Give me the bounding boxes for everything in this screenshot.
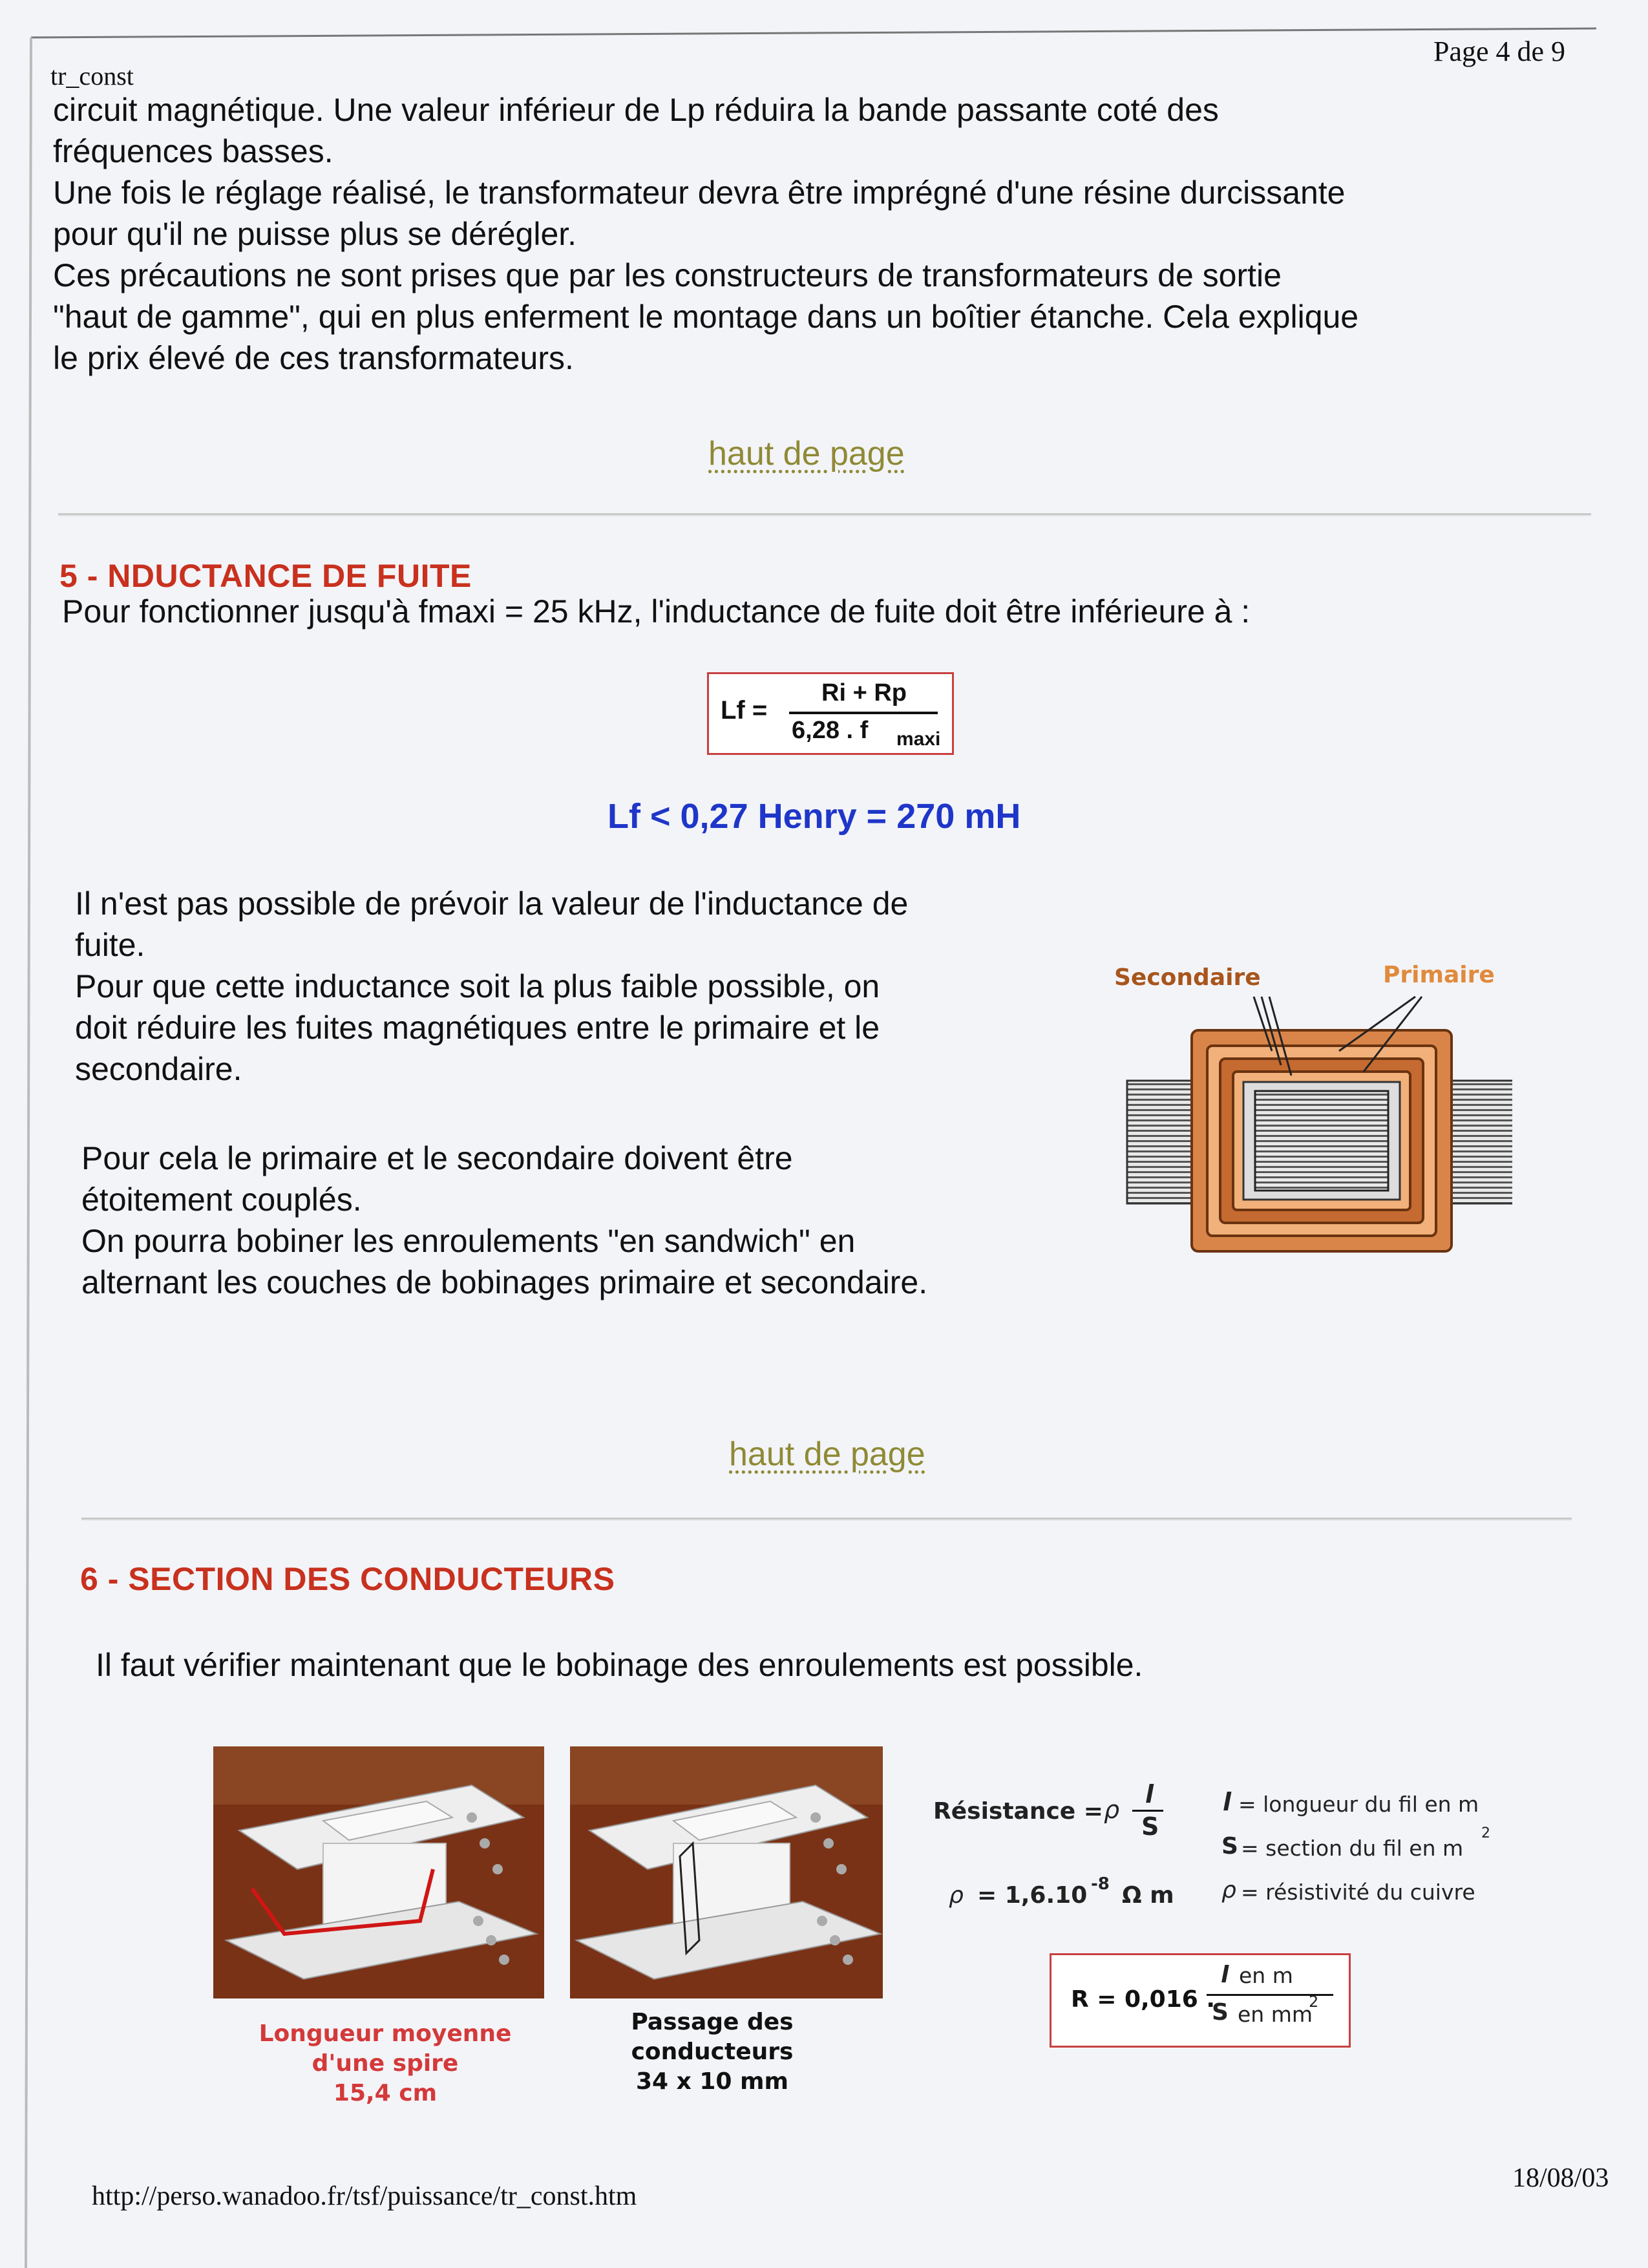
back-to-top-link[interactable]: haut de page <box>708 435 905 472</box>
para-line: étoitement couplés. <box>81 1182 362 1218</box>
intro-line: "haut de gamme", qui en plus enferment le montage dans un boîtier étanche. Cela explique <box>53 299 1359 335</box>
label-secondary: Secondaire <box>1114 964 1261 991</box>
leakage-result: Lf < 0,27 Henry = 270 mH <box>607 797 1021 836</box>
winding-drawing <box>1112 954 1512 1277</box>
label-primary: Primaire <box>1383 962 1495 988</box>
intro-line: pour qu'il ne puisse plus se dérégler. <box>53 216 577 252</box>
formula-denominator: 6,28 . f <box>792 717 869 744</box>
para-line: alternant les couches de bobinages primaire et secondaire. <box>81 1264 928 1300</box>
para-line: Pour cela le primaire et le secondaire doivent être <box>81 1140 793 1176</box>
legend-s: = section du fil en m <box>1241 1836 1464 1861</box>
para-line: On pourra bobiner les enroulements "en sandwich" en <box>81 1223 856 1259</box>
legend-s-exponent: 2 <box>1481 1825 1490 1841</box>
rho-symbol-2: ρ <box>949 1882 964 1909</box>
formula-subscript: maxi <box>896 728 941 750</box>
caption-window <box>576 2008 848 2097</box>
back-to-top-link-2[interactable]: haut de page <box>729 1436 925 1473</box>
r-den-symbol: S <box>1212 1999 1229 2026</box>
intro-line: circuit magnétique. Une valeur inférieur de Lp réduira la bande passante coté des <box>53 92 1219 128</box>
caption-line: d'une spire <box>312 2050 459 2077</box>
section-5-title: 5 - NDUCTANCE DE FUITE <box>59 558 472 594</box>
bobbin-photo-mean-turn <box>213 1746 544 1998</box>
section-5-paragraph-2 <box>81 1138 1090 1303</box>
legend-l-symbol: l <box>1223 1788 1232 1816</box>
leakage-formula-box <box>707 672 954 755</box>
section-divider-2 <box>81 1518 1572 1521</box>
rho-symbol: ρ <box>1104 1796 1120 1824</box>
intro-line: Ces précautions ne sont prises que par les constructeurs de transformateurs de sortie <box>53 257 1282 293</box>
legend-l: = longueur du fil en m <box>1238 1792 1479 1817</box>
para-line: Pour que cette inductance soit la plus faible possible, on <box>75 968 880 1004</box>
caption-line: Longueur moyenne <box>259 2020 512 2047</box>
winding-diagram <box>1112 954 1512 1277</box>
page-number: Page 4 de 9 <box>1433 36 1566 67</box>
r-lhs: R = 0,016 . <box>1071 1986 1216 2013</box>
resistance-label: Résistance = <box>933 1798 1103 1825</box>
formula-lhs: Lf = <box>721 696 768 725</box>
legend-rho-symbol: ρ <box>1221 1877 1236 1903</box>
r-num-symbol: l <box>1221 1962 1229 1988</box>
section-divider <box>58 513 1591 516</box>
caption-line: 15,4 cm <box>333 2080 438 2106</box>
frac-bar <box>1132 1810 1163 1812</box>
para-line: Il n'est pas possible de prévoir la valeur de l'inductance de <box>75 885 909 922</box>
para-line: doit réduire les fuites magnétiques entre le primaire et le <box>75 1010 880 1046</box>
legend-s-symbol: S <box>1221 1833 1238 1860</box>
section-5-paragraph-1 <box>75 883 1083 1090</box>
r-den-exponent: 2 <box>1309 1993 1319 2011</box>
rho-unit: Ω m <box>1122 1882 1174 1909</box>
frac-l: l <box>1145 1780 1154 1808</box>
footer-date: 18/08/03 <box>1512 2163 1609 2193</box>
bobbin-drawing-2 <box>570 1746 883 1998</box>
rho-exponent: -8 <box>1091 1874 1110 1894</box>
header-filename: tr_const <box>50 61 134 90</box>
section-6-title: 6 - SECTION DES CONDUCTEURS <box>80 1561 615 1597</box>
rho-value: = 1,6.10 <box>977 1882 1088 1909</box>
caption-line: 34 x 10 mm <box>635 2068 789 2095</box>
section-6-intro: Il faut vérifier maintenant que le bobinage des enroulements est possible. <box>96 1647 1143 1683</box>
fraction-bar <box>789 712 938 714</box>
para-line: secondaire. <box>75 1051 242 1087</box>
intro-paragraph <box>53 89 1604 379</box>
bobbin-drawing-1 <box>213 1746 544 1998</box>
r-numerator: en m <box>1239 1963 1293 1988</box>
intro-line: Une fois le réglage réalisé, le transformateur devra être imprégné d'une résine durcissante <box>53 175 1346 211</box>
formula-numerator: Ri + Rp <box>821 679 907 706</box>
frac-s: S <box>1141 1812 1159 1841</box>
para-line: fuite. <box>75 927 145 963</box>
caption-mean-turn <box>224 2019 547 2108</box>
intro-line: fréquences basses. <box>53 133 333 169</box>
r-denominator: en mm <box>1238 2002 1313 2027</box>
intro-line: le prix élevé de ces transformateurs. <box>53 340 574 376</box>
bobbin-photo-window <box>570 1746 883 1998</box>
r-formula-box <box>1050 1953 1351 2048</box>
resistance-block <box>928 1771 1510 2055</box>
footer-url: http://perso.wanadoo.fr/tsf/puissance/tr_const.htm <box>92 2181 637 2211</box>
legend-rho: = résistivité du cuivre <box>1241 1880 1475 1905</box>
caption-line: conducteurs <box>631 2039 794 2065</box>
caption-line: Passage des <box>631 2009 794 2035</box>
section-5-intro: Pour fonctionner jusqu'à fmaxi = 25 kHz, l'inductance de fuite doit être inférieure à : <box>62 593 1251 630</box>
